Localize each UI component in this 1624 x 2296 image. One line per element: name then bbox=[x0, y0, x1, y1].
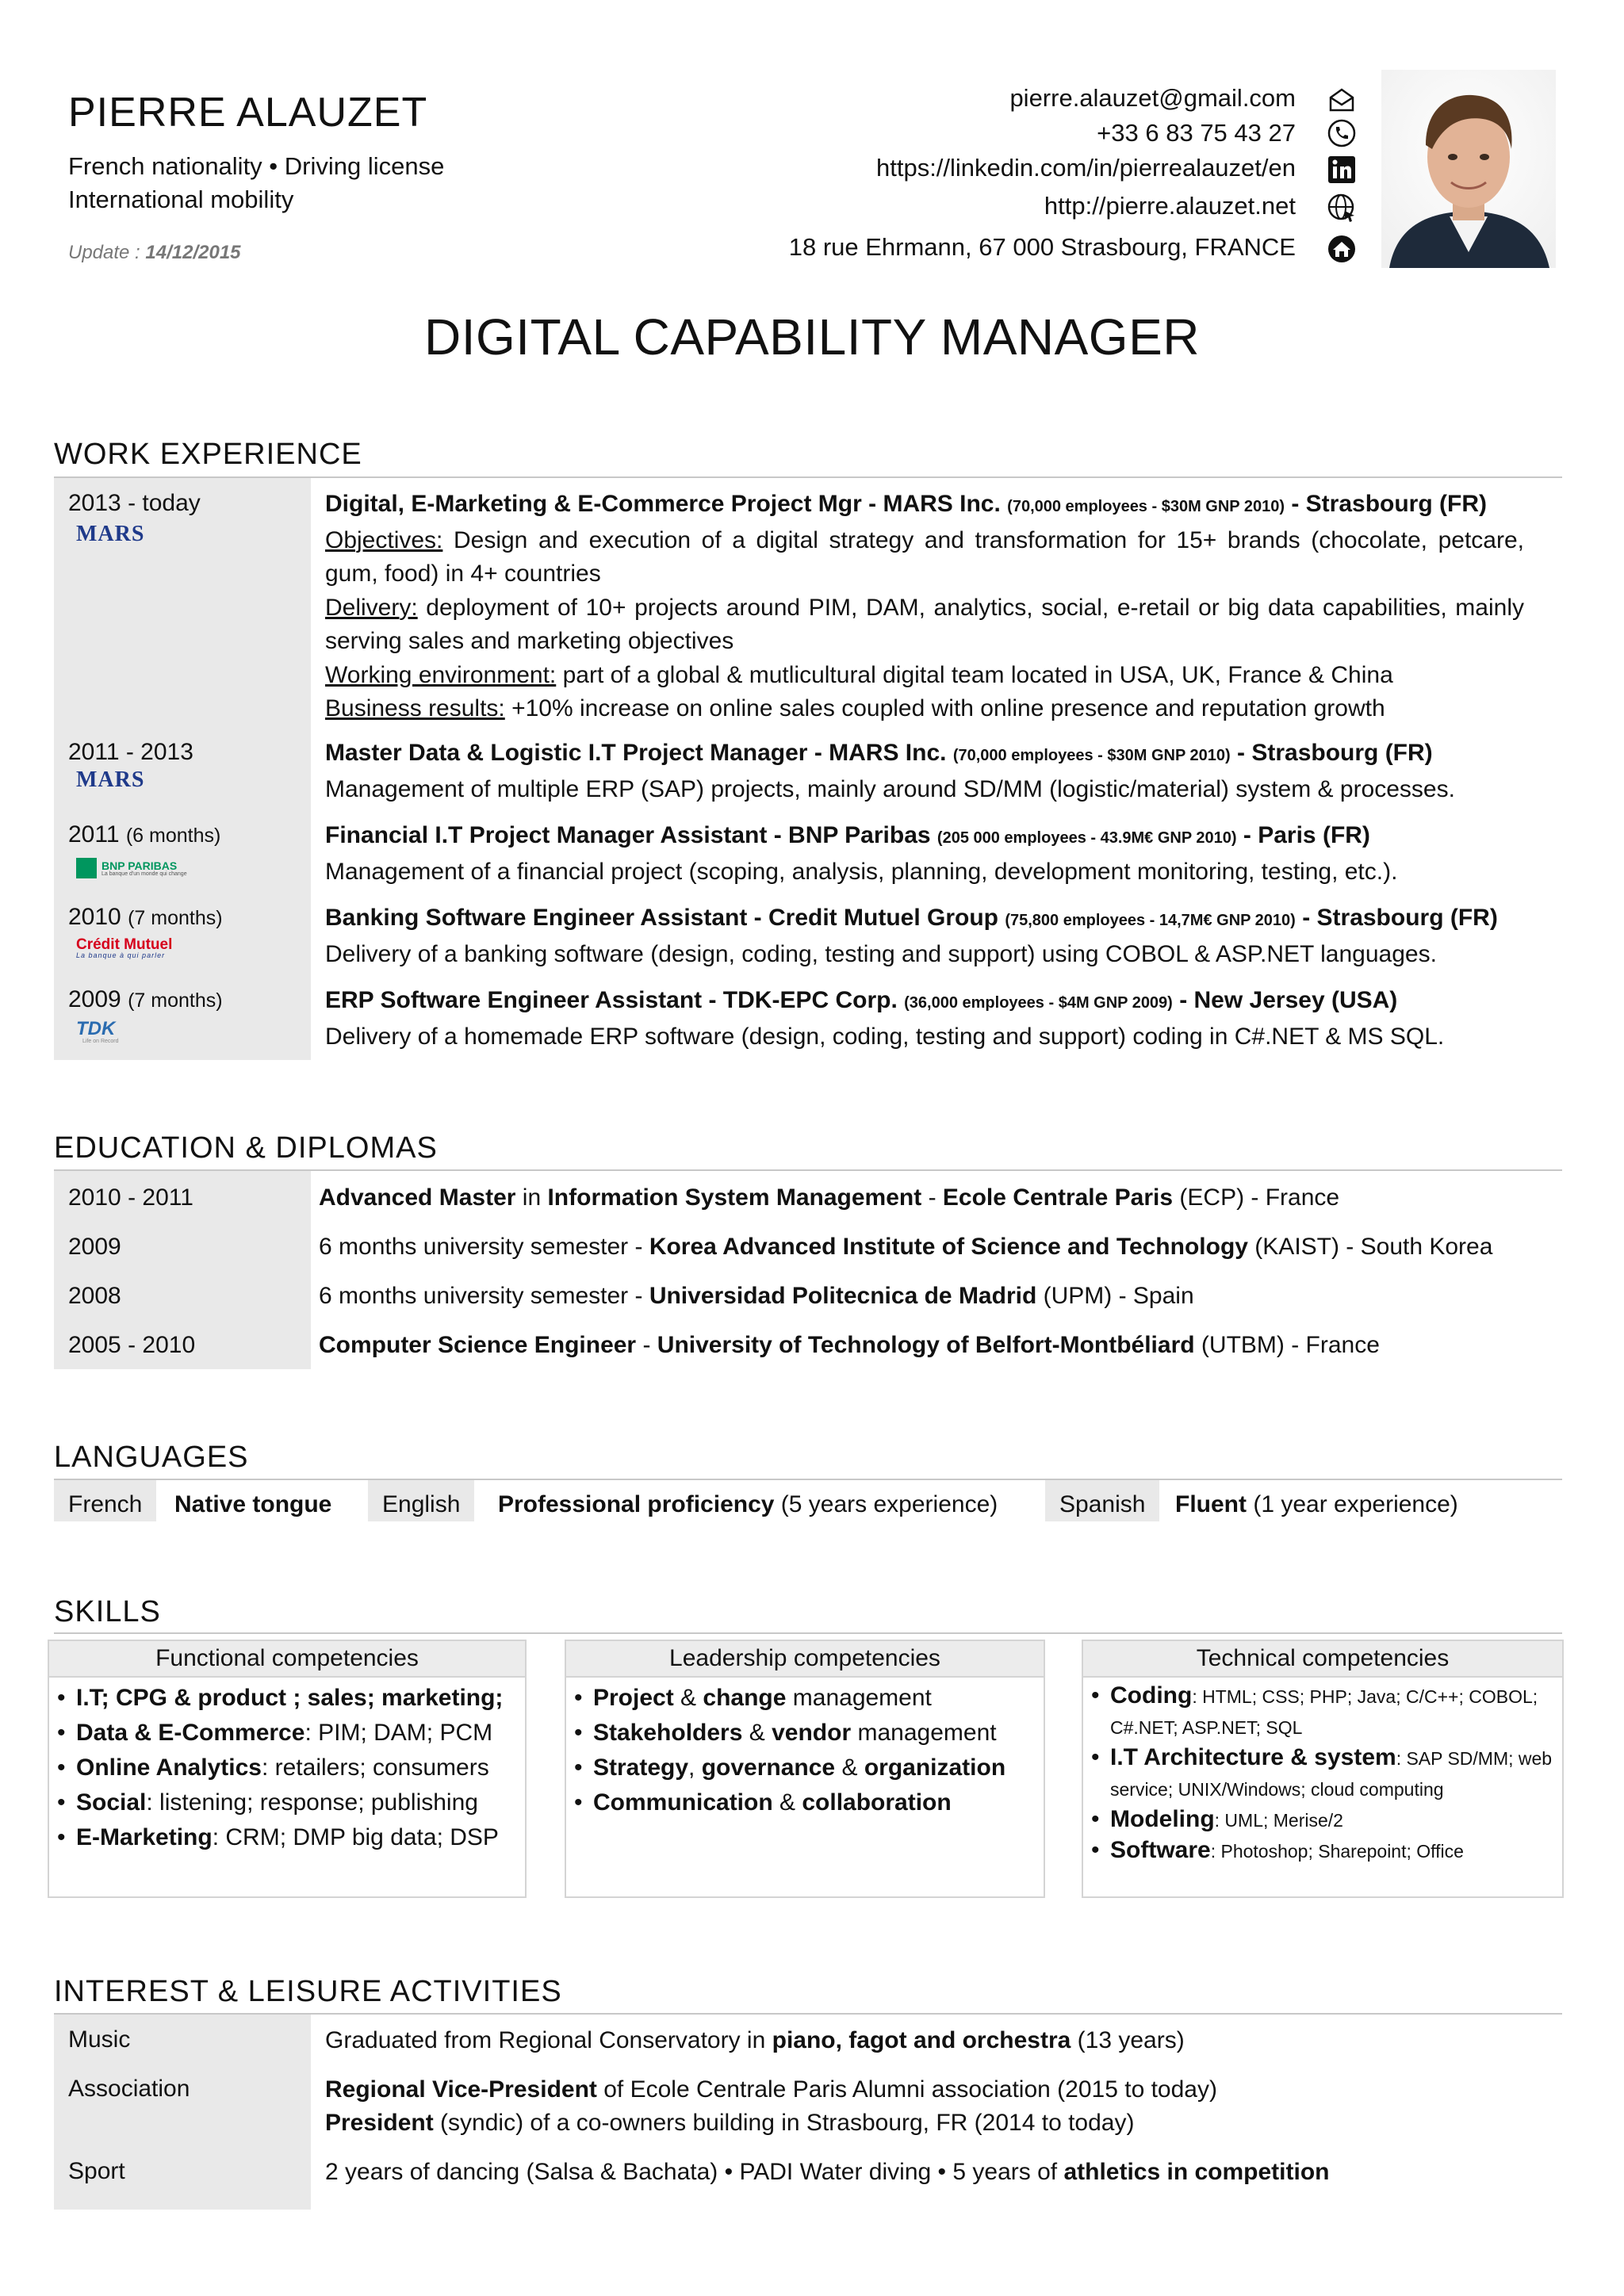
functional-skills-title: Functional competencies bbox=[49, 1641, 525, 1678]
skill-text: , bbox=[688, 1755, 702, 1781]
edu-text: (KAIST) - South Korea bbox=[1247, 1234, 1493, 1260]
edu-bold: Computer Science Engineer bbox=[319, 1332, 637, 1358]
linkedin-icon bbox=[1326, 154, 1358, 186]
job-location: - Strasbourg (FR) bbox=[1302, 905, 1498, 931]
education-entry-utbm bbox=[319, 1332, 1380, 1359]
skill-bold: E-Marketing bbox=[76, 1824, 213, 1850]
skill-text: : PIM; DAM; PCM bbox=[304, 1720, 493, 1746]
skill-item bbox=[57, 1716, 525, 1751]
skill-text: : listening; response; publishing bbox=[146, 1789, 478, 1816]
job-title-text: Digital, E-Marketing & E-Commerce Project Mgr - MARS Inc. bbox=[325, 491, 1001, 517]
job-meta: (75,800 employees - 14,7M€ GNP 2010) bbox=[1005, 912, 1296, 929]
detail-text: part of a global & mutlicultural digital team located in USA, UK, France & China bbox=[556, 661, 1393, 688]
skill-bold: Project bbox=[593, 1685, 674, 1711]
education-date: 2008 bbox=[68, 1283, 121, 1309]
skill-item bbox=[57, 1751, 525, 1785]
home-icon bbox=[1326, 233, 1358, 265]
interest-label-sport: Sport bbox=[68, 2158, 125, 2184]
leadership-skills-list bbox=[566, 1678, 1044, 1820]
interest-association bbox=[325, 2073, 1217, 2140]
detail-text: deployment of 10+ projects around PIM, DAM, analytics, social, e-retail or big data capabilities, mainly serving sales and marketing objectives bbox=[325, 594, 1524, 654]
language-level bbox=[174, 1480, 331, 1529]
detail-text: +10% increase on online sales coupled with online presence and reputation growth bbox=[504, 695, 1385, 721]
skill-item bbox=[574, 1681, 1044, 1716]
mobility-line: International mobility bbox=[68, 186, 294, 213]
education-date: 2010 - 2011 bbox=[68, 1184, 193, 1211]
profile-photo bbox=[1381, 70, 1556, 268]
work-duration: (6 months) bbox=[125, 825, 221, 847]
skill-bold: change bbox=[703, 1685, 787, 1711]
skill-text: : retailers; consumers bbox=[261, 1755, 489, 1781]
level-bold: Professional proficiency bbox=[498, 1491, 775, 1517]
skill-bold: Modeling bbox=[1110, 1806, 1215, 1832]
skill-bold: organization bbox=[864, 1755, 1006, 1781]
detail-label: Working environment: bbox=[325, 661, 557, 688]
update-line bbox=[68, 242, 241, 264]
edu-bold: Information System Management bbox=[547, 1184, 922, 1211]
language-level bbox=[1175, 1480, 1458, 1529]
edu-text: (UTBM) - France bbox=[1194, 1332, 1380, 1358]
credit-mutuel-logo bbox=[76, 937, 172, 959]
edu-text: (ECP) - France bbox=[1173, 1184, 1340, 1211]
edu-text: 6 months university semester - bbox=[319, 1283, 649, 1309]
skill-bold: Software bbox=[1110, 1837, 1211, 1863]
education-entry-upm bbox=[319, 1283, 1194, 1310]
interest-music bbox=[325, 2024, 1185, 2057]
cm-logo-tagline: La banque à qui parler bbox=[76, 951, 166, 959]
edu-text: 6 months university semester - bbox=[319, 1234, 649, 1260]
bnp-logo-tagline: La banque d'un monde qui change bbox=[102, 871, 187, 877]
functional-skills-list bbox=[49, 1678, 525, 1855]
job-meta: (70,000 employees - $30M GNP 2010) bbox=[1007, 498, 1285, 515]
language-level bbox=[498, 1480, 998, 1529]
skill-text: management bbox=[851, 1720, 997, 1746]
edu-bold: Universidad Politecnica de Madrid bbox=[649, 1283, 1037, 1309]
bnp-logo bbox=[76, 858, 187, 878]
edu-bold: Advanced Master bbox=[319, 1184, 516, 1211]
skill-text: : CRM; DMP big data; DSP bbox=[212, 1824, 499, 1850]
update-date: 14/12/2015 bbox=[145, 242, 241, 263]
skill-bold: Stakeholders bbox=[593, 1720, 743, 1746]
work-year: 2010 bbox=[68, 904, 121, 930]
job-title-text: Banking Software Engineer Assistant - Credit Mutuel Group bbox=[325, 905, 998, 931]
mars-logo: MARS bbox=[76, 767, 145, 792]
cm-logo-text: Crédit Mutuel bbox=[76, 936, 173, 953]
skill-text: : UML; Merise/2 bbox=[1214, 1810, 1343, 1831]
bnp-logo-text: BNP PARIBAS bbox=[102, 859, 178, 872]
work-duration: (7 months) bbox=[128, 907, 223, 929]
mail-icon bbox=[1326, 84, 1358, 116]
job-meta: (70,000 employees - $30M GNP 2010) bbox=[952, 747, 1231, 764]
technical-skills-list bbox=[1083, 1678, 1562, 1866]
skill-bold: vendor bbox=[772, 1720, 852, 1746]
skill-bold: Strategy bbox=[593, 1755, 689, 1781]
education-entry-kaist bbox=[319, 1234, 1492, 1261]
phone-number[interactable]: +33 6 83 75 43 27 bbox=[1097, 119, 1296, 147]
skill-bold: Coding bbox=[1110, 1682, 1193, 1709]
skill-item bbox=[574, 1751, 1044, 1785]
skill-item bbox=[574, 1785, 1044, 1820]
skill-item bbox=[1091, 1743, 1562, 1804]
interest-sport bbox=[325, 2156, 1329, 2189]
bnp-mark-icon bbox=[76, 858, 97, 878]
work-date: 2013 - today bbox=[68, 490, 201, 516]
job-title-text: Financial I.T Project Manager Assistant - BNP Paribas bbox=[325, 822, 931, 848]
education-date: 2005 - 2010 bbox=[68, 1332, 196, 1358]
job-description: Management of multiple ERP (SAP) projects, mainly around SD/MM (logistic/material) system & processes. bbox=[325, 775, 1455, 802]
skill-item bbox=[57, 1820, 525, 1855]
interest-label-association: Association bbox=[68, 2076, 190, 2102]
interest-bold: Regional Vice-President bbox=[325, 2076, 597, 2103]
level-extra: (1 year experience) bbox=[1247, 1491, 1458, 1517]
job-description: Management of a financial project (scoping, analysis, planning, development monitoring, testing, etc.). bbox=[325, 858, 1398, 885]
linkedin-link[interactable]: https://linkedin.com/in/pierrealauzet/en bbox=[875, 154, 1296, 182]
skill-text: & bbox=[673, 1685, 703, 1711]
edu-text: - bbox=[921, 1184, 943, 1211]
work-year: 2011 bbox=[68, 821, 120, 848]
skill-bold: governance bbox=[701, 1755, 836, 1781]
web-icon bbox=[1326, 192, 1358, 224]
detail-text: Design and execution of a digital strategy and transformation for 15+ brands (chocolate, petcare, gum, food) in 4+ countries bbox=[325, 526, 1524, 587]
edu-text: (UPM) - Spain bbox=[1036, 1283, 1194, 1309]
language-english: English bbox=[368, 1480, 474, 1521]
job-entry-mars-masterdata bbox=[325, 737, 1524, 806]
skill-bold: Data & E-Commerce bbox=[76, 1720, 305, 1746]
job-title-text: Master Data & Logistic I.T Project Manager - MARS Inc. bbox=[325, 740, 947, 766]
skill-bold: I.T Architecture & system bbox=[1110, 1744, 1396, 1770]
job-entry-credit-mutuel bbox=[325, 901, 1524, 971]
edu-bold: Ecole Centrale Paris bbox=[942, 1184, 1174, 1211]
work-duration: (7 months) bbox=[128, 989, 223, 1012]
skill-text: & bbox=[742, 1720, 772, 1746]
interest-bold: athletics in competition bbox=[1063, 2159, 1330, 2185]
interest-label-music: Music bbox=[68, 2026, 131, 2053]
leadership-skills-title: Leadership competencies bbox=[566, 1641, 1044, 1678]
tdk-logo-tagline: Life on Record bbox=[82, 1039, 119, 1044]
leadership-skills-box bbox=[565, 1640, 1045, 1898]
skill-item bbox=[1091, 1681, 1562, 1743]
skill-text: & bbox=[835, 1755, 864, 1781]
skill-item bbox=[57, 1785, 525, 1820]
work-year: 2009 bbox=[68, 986, 121, 1012]
education-heading: EDUCATION & DIPLOMAS bbox=[54, 1131, 438, 1165]
skill-bold: Online Analytics bbox=[76, 1755, 262, 1781]
education-entry-ecp bbox=[319, 1184, 1339, 1211]
interest-text: 2 years of dancing (Salsa & Bachata) • PADI Water diving • 5 years of bbox=[325, 2159, 1064, 2185]
skill-text: : SAP SD/MM; web service; UNIX/Windows; cloud computing bbox=[1110, 1748, 1553, 1800]
job-meta: (205 000 employees - 43.9M€ GNP 2010) bbox=[936, 829, 1237, 847]
phone-icon bbox=[1326, 117, 1358, 149]
skill-text: management bbox=[786, 1685, 932, 1711]
job-description: Delivery of a homemade ERP software (design, coding, testing and support) coding in C#.NET & MS SQL. bbox=[325, 1023, 1445, 1050]
technical-skills-box bbox=[1082, 1640, 1564, 1898]
job-title-text: ERP Software Engineer Assistant - TDK-EPC Corp. bbox=[325, 987, 898, 1013]
skill-item bbox=[1091, 1804, 1562, 1835]
job-description: Delivery of a banking software (design, coding, testing and support) using COBOL & ASP.NET languages. bbox=[325, 940, 1437, 967]
website-link[interactable]: http://pierre.alauzet.net bbox=[1044, 192, 1296, 220]
job-entry-tdk bbox=[325, 984, 1524, 1054]
skill-text: : Photoshop; Sharepoint; Office bbox=[1210, 1841, 1464, 1862]
detail-label: Objectives: bbox=[325, 526, 443, 553]
job-meta: (36,000 employees - $4M GNP 2009) bbox=[904, 994, 1173, 1012]
level-bold: Fluent bbox=[1175, 1491, 1247, 1517]
edu-text: in bbox=[515, 1184, 548, 1211]
job-entry-bnp bbox=[325, 819, 1524, 889]
languages-heading: LANGUAGES bbox=[54, 1441, 249, 1474]
language-spanish: Spanish bbox=[1045, 1480, 1159, 1521]
skills-heading: SKILLS bbox=[54, 1595, 161, 1628]
detail-label: Delivery: bbox=[325, 594, 418, 621]
section-rule bbox=[54, 1632, 1562, 1634]
technical-skills-title: Technical competencies bbox=[1083, 1641, 1562, 1678]
job-location: - New Jersey (USA) bbox=[1179, 987, 1398, 1013]
tdk-logo bbox=[76, 1020, 119, 1044]
address-text: 18 rue Ehrmann, 67 000 Strasbourg, FRANCE bbox=[788, 233, 1296, 261]
education-date: 2009 bbox=[68, 1234, 121, 1260]
language-french: French bbox=[54, 1480, 156, 1521]
job-entry-mars-digital bbox=[325, 488, 1524, 726]
candidate-name: PIERRE ALAUZET bbox=[68, 90, 428, 136]
skill-bold: collaboration bbox=[802, 1789, 952, 1816]
job-location: - Strasbourg (FR) bbox=[1237, 740, 1433, 766]
skill-bold: I.T; CPG & product ; sales; marketing; bbox=[76, 1685, 504, 1711]
job-title: DIGITAL CAPABILITY MANAGER bbox=[424, 308, 1200, 365]
skill-item bbox=[574, 1716, 1044, 1751]
interests-heading: INTEREST & LEISURE ACTIVITIES bbox=[54, 1975, 562, 2008]
update-label: Update : bbox=[68, 242, 140, 263]
job-location: - Paris (FR) bbox=[1243, 822, 1370, 848]
interest-bold: piano, fagot and orchestra bbox=[772, 2027, 1071, 2053]
level-bold: Native tongue bbox=[174, 1491, 332, 1517]
interest-text: (syndic) of a co-owners building in Strasbourg, FR (2014 to today) bbox=[433, 2110, 1135, 2136]
skill-item bbox=[1091, 1835, 1562, 1866]
tdk-logo-text: TDK bbox=[76, 1018, 116, 1039]
interest-text: (13 years) bbox=[1071, 2027, 1185, 2053]
interest-bold: President bbox=[325, 2110, 434, 2136]
work-date bbox=[68, 986, 223, 1013]
email-link[interactable]: pierre.alauzet@gmail.com bbox=[1009, 84, 1296, 112]
detail-label: Business results: bbox=[325, 695, 505, 721]
edu-bold: University of Technology of Belfort-Montbéliard bbox=[657, 1332, 1195, 1358]
interest-text: Graduated from Regional Conservatory in bbox=[325, 2027, 772, 2053]
interest-text: of Ecole Centrale Paris Alumni association (2015 to today) bbox=[596, 2076, 1217, 2103]
work-date: 2011 - 2013 bbox=[68, 739, 193, 765]
skill-bold: Social bbox=[76, 1789, 147, 1816]
work-date bbox=[68, 904, 223, 931]
mars-logo: MARS bbox=[76, 522, 145, 546]
edu-text: - bbox=[636, 1332, 657, 1358]
functional-skills-box bbox=[48, 1640, 527, 1898]
level-extra: (5 years experience) bbox=[774, 1491, 998, 1517]
skill-text: : HTML; CSS; PHP; Java; C/C++; COBOL; C#.NET; ASP.NET; SQL bbox=[1110, 1686, 1538, 1738]
skill-text: & bbox=[772, 1789, 802, 1816]
skill-bold: Communication bbox=[593, 1789, 773, 1816]
work-date bbox=[68, 821, 220, 848]
edu-bold: Korea Advanced Institute of Science and Technology bbox=[649, 1234, 1248, 1260]
skill-item bbox=[57, 1681, 525, 1716]
work-experience-heading: WORK EXPERIENCE bbox=[54, 438, 362, 471]
job-location: - Strasbourg (FR) bbox=[1291, 491, 1487, 517]
nationality-line: French nationality • Driving license bbox=[68, 152, 445, 180]
